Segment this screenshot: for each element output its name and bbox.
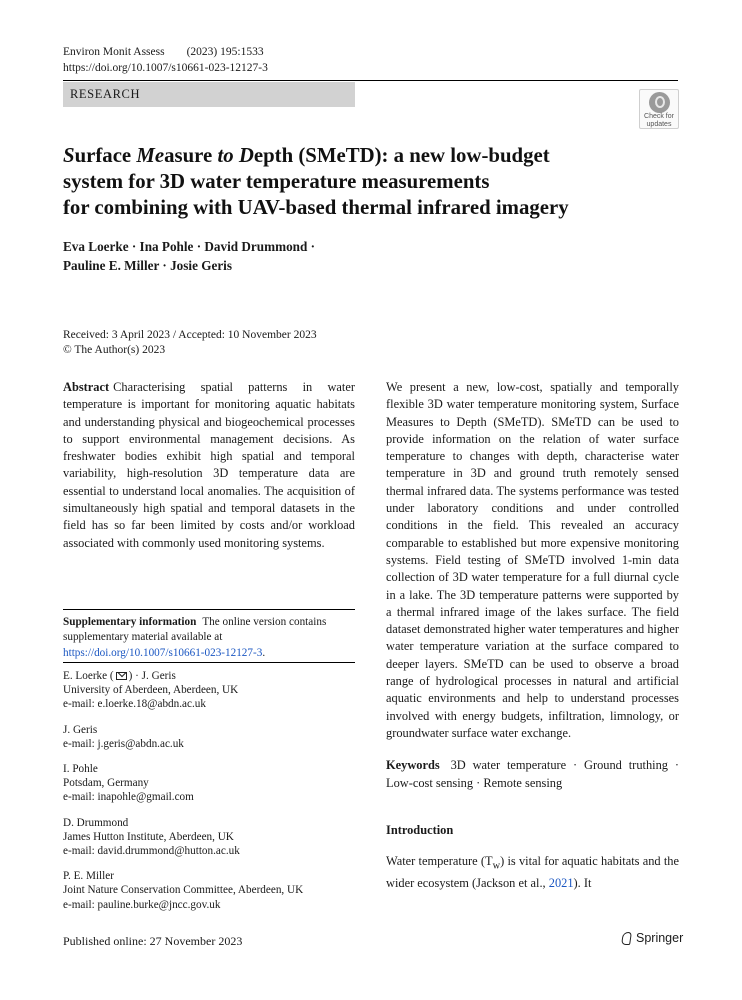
keywords-label: Keywords (386, 758, 440, 773)
abstract-left: Abstract Characterising spatial patterns in water temperature is important for monitoring aquatic habitats and understanding physical and biogeochemical processes to support environmental management decisions. As freshwater bodies exhibit high spatial and temporal variability, high-resolution 3D temperature data are essential to understand local anomalies. The acquisition of simultaneously high spatial and temporal datasets in the field has so far been limited by costs and/or workload associated with commonly used monitoring systems. (63, 380, 355, 550)
author-list: Eva Loerke · Ina Pohle · David Drummond · Pauline E. Miller · Josie Geris (63, 239, 316, 273)
affiliation-geris: J. Geris e-mail: j.geris@abdn.ac.uk (63, 723, 355, 751)
email-link[interactable]: e-mail: e.loerke.18@abdn.ac.uk (63, 698, 206, 711)
left-column (63, 379, 355, 552)
header-rule (63, 80, 678, 81)
section-heading-introduction: Introduction (386, 822, 454, 837)
affiliation-pohle: I. Pohle Potsdam, Germany e-mail: inapohle@gmail.com (63, 762, 355, 805)
affiliation-drummond: D. Drummond James Hutton Institute, Aberdeen, UK e-mail: david.drummond@hutton.ac.uk (63, 816, 355, 859)
introduction-text: Water temperature $(T_w)$ is vital for aquatic habitats and the wider ecosystem (Jackson et al., 2021). It (386, 854, 680, 890)
badge-text: Check for updates (644, 113, 674, 128)
publication-dates (63, 328, 317, 358)
email-link[interactable]: e-mail: inapohle@gmail.com (63, 791, 194, 804)
section-label: RESEARCH (70, 87, 141, 101)
title-line-2: system for 3D water temperature measurements (63, 170, 490, 193)
springer-horse-icon (620, 931, 632, 945)
keywords: Keywords 3D water temperature · Ground truthing · Low-cost sensing · Remote sensing (386, 758, 679, 790)
abstract-right: We present a new, low-cost, spatially and temporally flexible 3D water temperature monitoring system, Surface Measures to Depth (SMeTD). SMeTD can be used to provide information on the relation of water surface temperature to changes with depth, characterise water temperature in 3D and ground truth remotely sensed thermal infrared data. The systems performance was tested under laboratory conditions and under controlled conditions in the field. This revealed an accuracy comparable to established but more expensive monitoring systems. Field testing of SMeTD involved 1-min data collection of 3D water temperature for a full diurnal cycle in a lake. The 3D temperature patterns were supported by a thermal infrared image of the lakes surface. The field dataset demonstrated higher water temperatures and higher water temperature variation at the surface compared to deeper layers. SMeTD can be used to observe a broad range of hydrological processes in natural and artificial aquatic environments and help to understand processes involved with energy budgets, infiltration, limnology, or groundwater surface water exchange. (386, 380, 679, 740)
journal-name: Environ Monit Assess (63, 46, 165, 58)
supp-rule-bottom (63, 662, 355, 663)
email-link[interactable]: e-mail: pauline.burke@jncc.gov.uk (63, 898, 221, 911)
affiliation-miller: P. E. Miller Joint Nature Conservation Committee, Aberdeen, UK e-mail: pauline.burke@jncc.gov.uk (63, 869, 355, 912)
received-accepted: Received: 3 April 2023 / Accepted: 10 November 2023 (63, 329, 317, 341)
supplementary-info: Supplementary information The online version contains supplementary material available at https://doi.org/10.1007/s10661-023-12127-3. (63, 616, 327, 659)
published-online: Published online: 27 November 2023 (63, 934, 243, 948)
citation-link[interactable]: 2021 (548, 875, 574, 890)
email-link[interactable]: e-mail: david.drummond@hutton.ac.uk (63, 845, 240, 858)
title-line-3: for combining with UAV-based thermal infrared imagery (63, 196, 569, 219)
email-link[interactable]: e-mail: j.geris@abdn.ac.uk (63, 737, 184, 750)
journal-citation: (2023) 195:1533 (186, 46, 264, 58)
title-line-1: Surface Measure to Depth (SMeTD): a new low-budget (63, 144, 550, 167)
supp-label: Supplementary information (63, 616, 197, 628)
publisher-name: Springer (636, 931, 684, 945)
abstract-label: Abstract (63, 380, 110, 394)
publisher-logo (620, 931, 683, 945)
copyright: © The Author(s) 2023 (63, 344, 166, 356)
section-banner (63, 82, 355, 107)
article-title (63, 143, 663, 221)
update-icon (649, 92, 670, 113)
check-for-updates-badge[interactable] (639, 89, 679, 129)
envelope-icon (116, 672, 127, 680)
doi-link[interactable]: https://doi.org/10.1007/s10661-023-12127-3 (63, 62, 268, 74)
supp-link[interactable]: https://doi.org/10.1007/s10661-023-12127-3 (63, 646, 263, 659)
affiliation-loerke: E. Loerke ( ) · J. Geris University of Aberdeen, Aberdeen, UK e-mail: e.loerke.18@abdn.ac.uk (63, 669, 355, 712)
affiliations (63, 669, 355, 923)
journal-header (63, 44, 268, 76)
supp-rule-top (63, 609, 355, 610)
right-column (386, 379, 679, 892)
